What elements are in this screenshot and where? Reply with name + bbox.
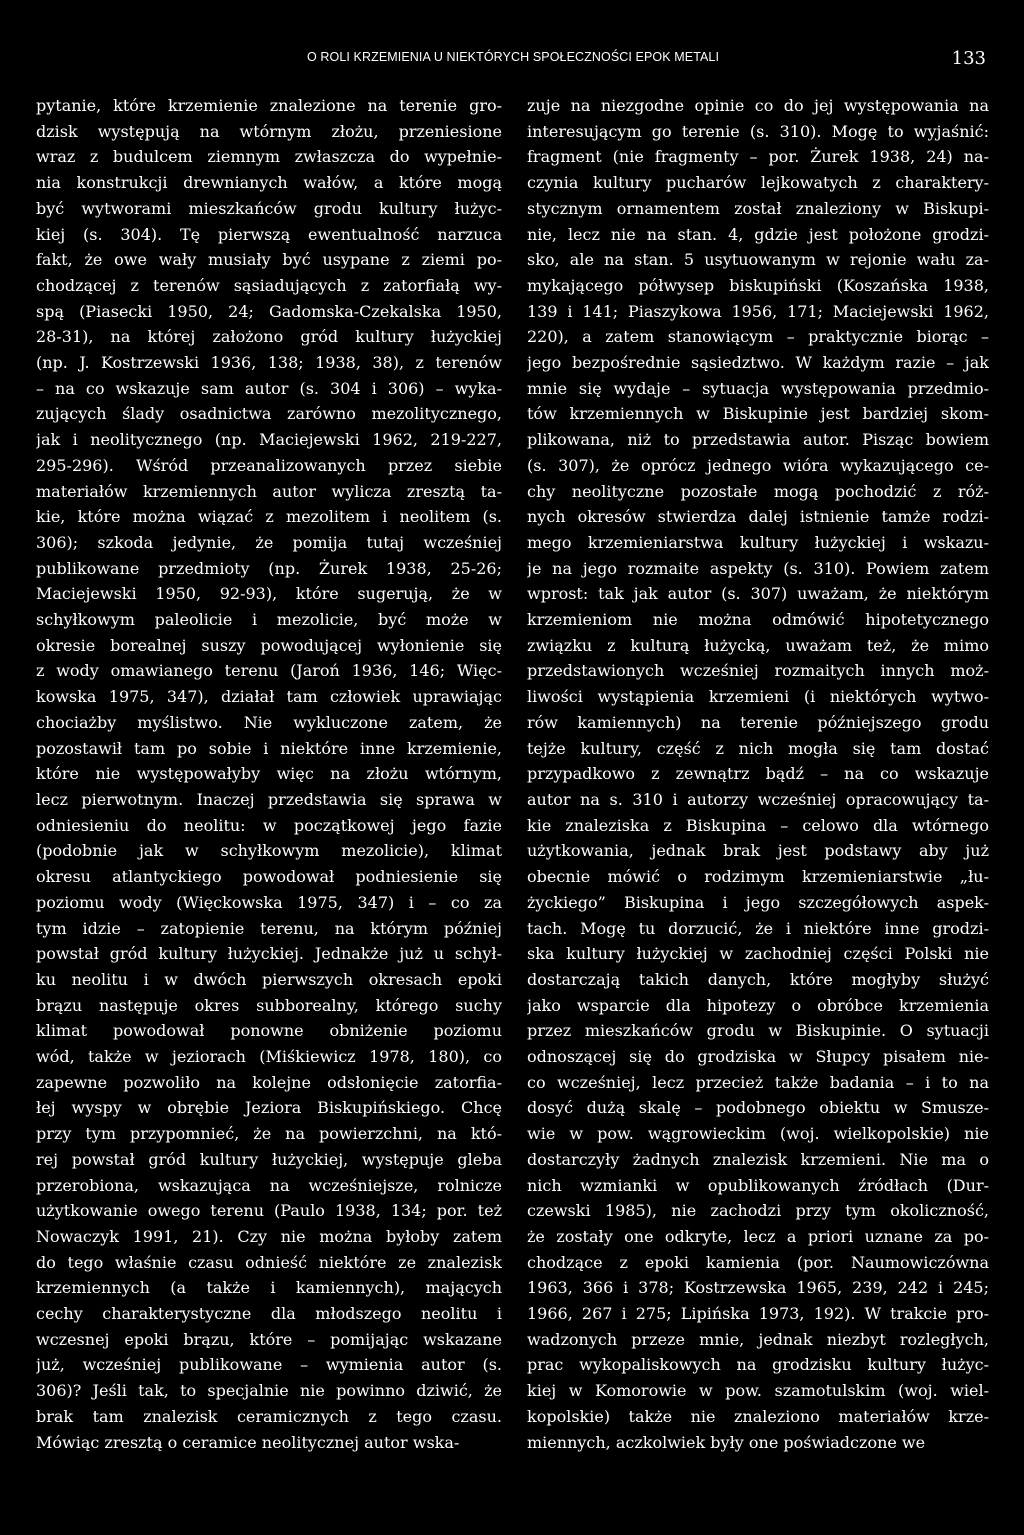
text-line: wie w pow. wągrowieckim (woj. wielkopolskie) nie <box>527 1124 989 1144</box>
text-line: tach. Mogę tu dorzucić, że i niektóre inne grodzi- <box>527 918 989 938</box>
text-line: wadzonych przeze mnie, jednak niezbyt rozległych, <box>527 1329 989 1349</box>
text-line: Mówiąc zresztą o ceramice neolitycznej autor wska- <box>36 1432 460 1452</box>
text-line: dzisk występują na wtórnym złożu, przeniesione <box>36 121 502 141</box>
text-line: Maciejewski 1950, 92-93), które sugerują, że w <box>36 584 502 604</box>
text-line: nia konstrukcji drewnianych wałów, a które mogą <box>36 173 502 193</box>
text-line: fakt, że owe wały musiały być usypane z ziemi po- <box>36 250 502 270</box>
text-line: 28-31), na której założono gród kultury łużyckiej <box>36 327 502 347</box>
text-line: stycznym ornamentem został znaleziony w Biskupi- <box>527 198 989 218</box>
text-line: które nie występowałyby więc na złożu wtórnym, <box>36 764 502 784</box>
text-line: mykającego półwysep biskupiński (Koszańska 1938, <box>527 275 989 295</box>
text-line: (s. 307), że oprócz jednego wióra wykazującego ce- <box>527 455 989 475</box>
text-line: 306); szkoda jedynie, że pomija tutaj wcześniej <box>36 532 502 552</box>
text-line: nich wzmianki w opublikowanych źródłach (Dur- <box>527 1175 989 1195</box>
text-line: rów kamiennych) na terenie późniejszego grodu <box>527 712 989 732</box>
text-line: (podobnie jak w schyłkowym mezolicie), klimat <box>36 841 502 861</box>
text-line: przypadkowo z zewnątrz bądź – na co wskazuje <box>527 764 989 784</box>
text-line: 139 i 141; Piaszykowa 1956, 171; Maciejewski 1962, <box>527 301 989 321</box>
text-line: ska kultury łużyckiej w zachodniej części Polski nie <box>527 944 989 964</box>
text-line: zujących ślady osadnictwa zarówno mezolitycznego, <box>36 404 502 424</box>
text-line: sko, ale na stan. 5 usytuowanym w rejonie wału za- <box>527 250 989 270</box>
text-line: dostarczyły żadnych znalezisk krzemieni. Nie ma o <box>527 1149 989 1169</box>
text-line: zapewne pozwoliło na kolejne odsłonięcie zatorfia- <box>36 1072 502 1092</box>
text-line: nie, lecz nie na stan. 4, gdzie jest położone grodzi- <box>527 224 989 244</box>
text-line: Nowaczyk 1991, 21). Czy nie można byłoby zatem <box>36 1226 502 1246</box>
text-line: tów krzemiennych w Biskupinie jest bardziej skom- <box>527 404 989 424</box>
text-line: że zostały one odkryte, lecz a priori uznane za po- <box>527 1226 989 1246</box>
text-line: 295-296). Wśród przeanalizowanych przez siebie <box>36 455 502 475</box>
text-line: mnie się wydaje – sytuacja występowania przedmio- <box>527 378 989 398</box>
running-title: O ROLI KRZEMIENIA U NIEKTÓRYCH SPOŁECZNOŚCI EPOK METALI <box>307 50 720 64</box>
text-line: związku z kulturą łużycką, uważam też, że mimo <box>527 635 989 655</box>
text-line: 306)? Jeśli tak, to specjalnie nie powinno dziwić, że <box>36 1381 502 1401</box>
text-line: spą (Piasecki 1950, 24; Gadomska-Czekalska 1950, <box>36 301 502 321</box>
text-line: kiej w Komorowie w pow. szamotulskim (woj. wiel- <box>527 1381 989 1401</box>
text-line: 220), a zatem stanowiącym – praktycznie biorąc – <box>527 327 989 347</box>
text-line: krzemieniom nie można odmówić hipotetycznego <box>527 610 989 630</box>
text-line: wraz z budulcem ziemnym zwłaszcza do wypełnie- <box>36 147 502 167</box>
text-line: czynia kultury pucharów lejkowatych z charaktery- <box>527 173 989 193</box>
text-line: autor na s. 310 i autorzy wcześniej opracowujący ta- <box>527 789 989 809</box>
text-line: prac wykopaliskowych na grodzisku kultury łużyc- <box>527 1355 989 1375</box>
text-line: je na jego rozmaite aspekty (s. 310). Powiem zatem <box>527 558 989 578</box>
text-line: być wytworami mieszkańców grodu kultury łużyc- <box>36 198 502 218</box>
text-line: pytanie, które krzemienie znalezione na terenie gro- <box>36 96 502 115</box>
text-line: liwości wystąpienia krzemieni (i niektórych wytwo- <box>527 687 989 707</box>
text-line: dosyć dużą skalę – podobnego obiektu w Smusze- <box>527 1098 989 1118</box>
text-line: lecz pierwotnym. Inaczej przedstawia się sprawa w <box>36 789 502 809</box>
text-line: chociażby myślistwo. Nie wykluczone zatem, że <box>36 712 502 732</box>
text-line: użytkowania, jednak brak jest podstawy aby już <box>527 841 989 861</box>
text-line: przez mieszkańców grodu w Biskupinie. O sytuacji <box>527 1021 989 1041</box>
text-line: wczesnej epoki brązu, które – pomijając wskazane <box>36 1329 502 1349</box>
text-line: jego bezpośrednie sąsiedztwo. W każdym razie – jak <box>527 353 989 373</box>
text-line: brak tam znalezisk ceramicznych z tego czasu. <box>36 1406 502 1426</box>
text-line: pozostawił tam po sobie i niektóre inne krzemienie, <box>36 738 502 758</box>
text-line: 1963, 366 i 378; Kostrzewska 1965, 239, 242 i 245; <box>527 1278 989 1298</box>
text-line: krzemiennych (a także i kamiennych), mających <box>36 1278 502 1298</box>
text-line: kiej (s. 304). Tę pierwszą ewentualność narzuca <box>36 224 502 244</box>
text-line: rej powstał gród kultury łużyckiej, występuje gleba <box>36 1149 502 1169</box>
text-line: fragment (nie fragmenty – por. Żurek 1938, 24) na- <box>527 147 989 167</box>
text-line: tejże kultury, część z nich mogła się tam dostać <box>527 738 989 758</box>
text-line: odnoszącej się do grodziska w Słupcy pisałem nie- <box>527 1047 989 1067</box>
text-line: ku neolitu i w dwóch pierwszych okresach epoki <box>36 969 502 989</box>
text-line: mego krzemieniarstwa kultury łużyckiej i wskazu- <box>527 532 989 552</box>
page-header <box>0 0 1024 90</box>
text-line: kowska 1975, 347), działał tam człowiek uprawiając <box>36 687 502 707</box>
text-line: już, wcześniej publikowane – wymienia autor (s. <box>36 1355 502 1375</box>
text-line: plikowana, niż to przedstawia autor. Pisząc bowiem <box>527 430 989 450</box>
text-line: co wcześniej, lecz przecież także badania – i to na <box>527 1072 989 1092</box>
text-line: wód, także w jeziorach (Miśkiewicz 1978, 180), co <box>36 1047 502 1067</box>
text-line: 1966, 267 i 275; Lipińska 1973, 192). W trakcie pro- <box>527 1304 989 1324</box>
text-line: cechy charakterystyczne dla młodszego neolitu i <box>36 1304 502 1324</box>
text-line: chodzącej z terenów sąsiadujących z zatorfiałą wy- <box>36 275 502 295</box>
text-line: zuje na niezgodne opinie co do jej występowania na <box>527 96 989 115</box>
text-line: przy tym przypomnieć, że na powierzchni, na któ- <box>36 1124 502 1144</box>
text-line: łej wyspy w obrębie Jeziora Biskupińskiego. Chcę <box>36 1098 502 1118</box>
text-line: wprost: tak jak autor (s. 307) uważam, że niektórym <box>527 584 989 604</box>
text-line: materiałów krzemiennych autor wylicza zresztą ta- <box>36 481 502 501</box>
text-line: okresie borealnej suszy powodującej wyłonienie się <box>36 635 502 655</box>
text-line: interesującym go terenie (s. 310). Mogę to wyjaśnić: <box>527 121 989 141</box>
text-line: poziomu wody (Więckowska 1975, 347) i – co za <box>36 892 502 912</box>
text-line: chy neolityczne pozostałe mogą pochodzić z róż- <box>527 481 989 501</box>
left-text-column <box>36 93 502 1455</box>
text-line: tym idzie – zatopienie terenu, na którym później <box>36 918 502 938</box>
text-line: czewski 1985), nie zachodzi przy tym okoliczność, <box>527 1201 989 1221</box>
text-line: z wody omawianego terenu (Jaroń 1936, 146; Więc- <box>36 661 502 681</box>
text-line: kopolskie) także nie znaleziono materiałów krze- <box>527 1406 989 1426</box>
text-line: kie, które można wiązać z mezolitem i neolitem (s. <box>36 507 502 527</box>
text-line: chodzące z epoki kamienia (por. Naumowiczówna <box>527 1252 989 1272</box>
text-line: schyłkowym paleolicie i mezolicie, być może w <box>36 610 502 630</box>
text-line: życkiego” Biskupina i jego szczegółowych aspek- <box>527 892 989 912</box>
text-line: powstał gród kultury łużyckiej. Jednakże już u schył- <box>36 944 502 964</box>
text-line: przerobiona, wskazująca na wcześniejsze, rolnicze <box>36 1175 502 1195</box>
text-line: odniesieniu do neolitu: w początkowej jego fazie <box>36 815 502 835</box>
text-line: jako wsparcie dla hipotezy o obróbce krzemienia <box>527 995 989 1015</box>
text-line: użytkowanie owego terenu (Paulo 1938, 134; por. też <box>36 1201 502 1221</box>
text-line: jak i neolitycznego (np. Maciejewski 1962, 219-227, <box>36 430 502 450</box>
text-line: publikowane przedmioty (np. Żurek 1938, 25-26; <box>36 558 502 578</box>
text-line: obecnie mówić o rodzimym krzemieniarstwie „łu- <box>527 867 989 887</box>
text-line: do tego właśnie czasu odnieść niektóre ze znalezisk <box>36 1252 502 1272</box>
text-line: kie znaleziska z Biskupina – celowo dla wtórnego <box>527 815 989 835</box>
text-line: nych okresów stwierdza dalej istnienie tamże rodzi- <box>527 507 989 527</box>
text-line: – na co wskazuje sam autor (s. 304 i 306) – wyka- <box>36 378 502 398</box>
text-line: okresu atlantyckiego powodował podniesienie się <box>36 867 502 887</box>
text-line: klimat powodował ponowne obniżenie poziomu <box>36 1021 502 1041</box>
page-number: 133 <box>951 48 986 69</box>
text-line: dostarczają takich danych, które mogłyby służyć <box>527 969 989 989</box>
text-line: brązu następuje okres subborealny, którego suchy <box>36 995 502 1015</box>
text-line: przedstawionych wcześniej rozmaitych innych moż- <box>527 661 989 681</box>
text-line: (np. J. Kostrzewski 1936, 138; 1938, 38), z terenów <box>36 353 502 373</box>
text-line: miennych, aczkolwiek były one poświadczone we <box>527 1432 926 1452</box>
right-text-column <box>527 93 989 1455</box>
